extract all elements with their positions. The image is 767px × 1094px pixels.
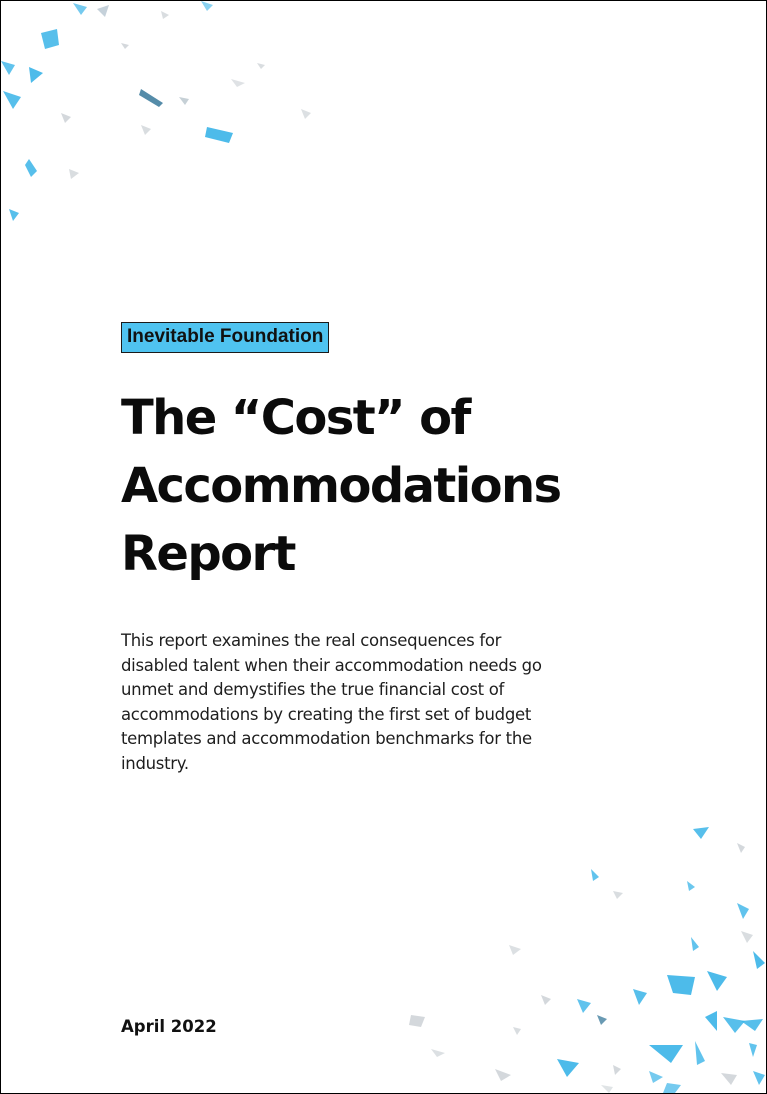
report-description: This report examines the real consequences for disabled talent when their accommodation needs go unmet and demystifies the true financial cost of accommodations by creating the first set of budget templates and accommodation benchmarks for the industry.: [121, 631, 542, 773]
report-title-line-3: Report: [121, 526, 295, 582]
report-title-line-1: The “Cost” of: [121, 390, 470, 446]
report-title-line-2: Accommodations: [121, 458, 561, 514]
organization-badge: Inevitable Foundation: [121, 322, 329, 353]
report-title: [121, 384, 681, 588]
publication-date: April 2022: [121, 1017, 217, 1036]
